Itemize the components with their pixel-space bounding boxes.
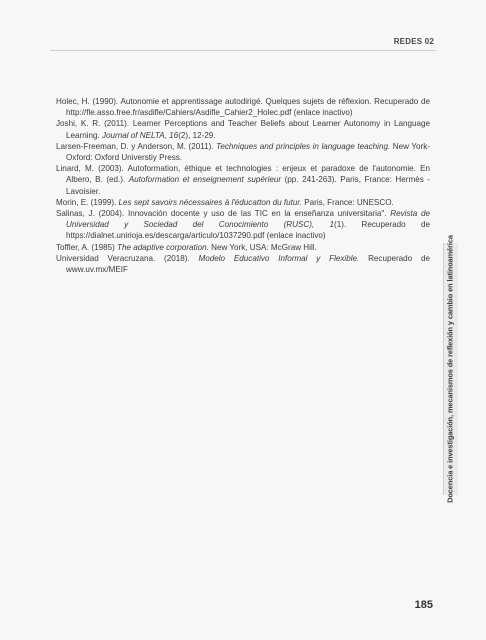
reference-title: Modelo Educativo Informal y Flexible.	[198, 253, 360, 263]
reference-text: Linard, M. (2003). Autoformation, éthique et technologies : enjeux et paradoxe de l'autonomie. En Albero, B. (ed.).	[56, 164, 430, 185]
reference-title: Techniques and principles in language teaching.	[216, 141, 391, 151]
reference-entry	[56, 141, 430, 163]
reference-text: Salinas, J. (2004). Innovación docente y uso de las TIC en la enseñanza universitaria".	[56, 209, 391, 219]
running-header: REDES 02	[393, 37, 434, 46]
reference-entry	[56, 208, 430, 242]
reference-title: Les sept savoirs nécessaires à l'éducatton du futur.	[118, 197, 302, 207]
reference-text: Larsen-Freeman, D. y Anderson, M. (2011).	[56, 141, 217, 151]
reference-text: Morin, E. (1999).	[56, 197, 119, 207]
reference-title: Autoformation et enseignement supérieur	[128, 175, 282, 185]
reference-text: Toffler, A. (1985)	[56, 242, 118, 252]
reference-text: (2), 12-29.	[178, 130, 216, 140]
reference-text: Holec, H. (1990). Autonomie et apprentissage autodirigé. Quelques sujets de réflexion. Recuperado de http://fle.asso.free.fr/asdifle/Cahiers/Asdifle_Cahier2_Holec.pdf (enlace inactivo)	[56, 97, 430, 118]
reference-list	[56, 96, 430, 275]
reference-text: (1). Recuperado de https://dialnet.unirioja.es/descarga/articulo/1037290.pdf (enlace inactivo)	[66, 220, 430, 241]
reference-title: The adaptive corporation.	[117, 242, 209, 252]
reference-entry	[56, 96, 430, 118]
reference-text: Recuperado de www.uv.mx/MEIF	[66, 253, 430, 275]
reference-title: Journal of NELTA, 16	[102, 130, 179, 140]
reference-entry	[56, 197, 430, 208]
reference-text: New York, USA: McGraw Hill.	[208, 242, 317, 252]
reference-text: Paris, France: UNESCO.	[302, 197, 394, 207]
side-tab-title: Docencia e investigación, mecanismos de reflexión y cambio en latinoamérica	[445, 235, 455, 503]
reference-entry	[56, 118, 430, 140]
reference-text: (pp. 241-263). Paris, France: Hermès - Lavoisier.	[66, 175, 430, 196]
reference-entry	[56, 163, 430, 197]
page-number: 185	[414, 599, 433, 611]
reference-text: Joshi, K. R. (2011). Learner Perceptions and Teacher Beliefs about Learner Autonomy in Language Learning.	[56, 119, 430, 140]
reference-text: Universidad Veracruzana. (2018).	[56, 253, 199, 263]
reference-entry	[56, 253, 430, 275]
reference-text: New York-Oxford: Oxford Universtiy Press.	[66, 141, 430, 163]
reference-entry	[56, 242, 430, 253]
reference-title: Revista de Universidad y Sociedad del Conocimiento (RUSC), 1	[66, 209, 430, 230]
header-rule	[50, 50, 436, 51]
